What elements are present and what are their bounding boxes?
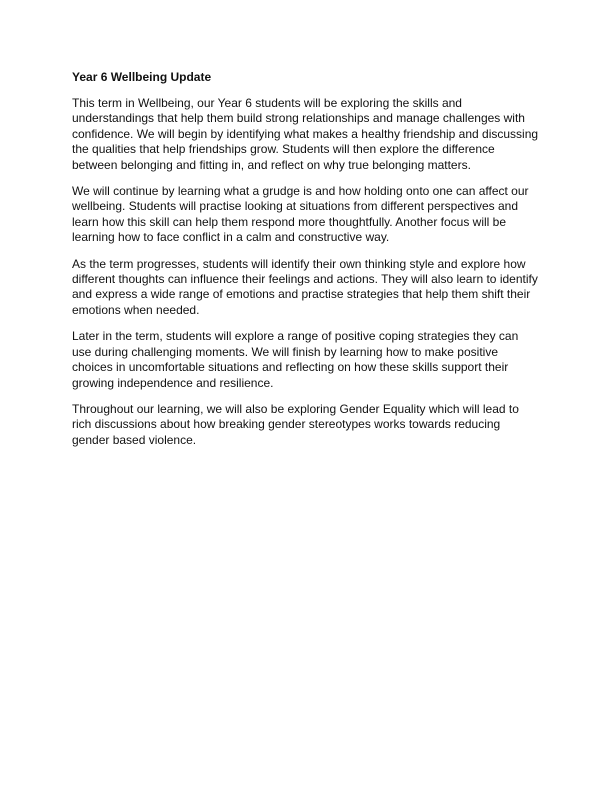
paragraph-line: the qualities that help friendships grow. Students will then explore the difference (72, 142, 495, 157)
paragraph-line: different thoughts can influence their feelings and actions. They will also learn to identify (72, 272, 538, 287)
paragraph-line: rich discussions about how breaking gender stereotypes works towards reducing (72, 417, 501, 432)
paragraph-line: As the term progresses, students will identify their own thinking style and explore how (72, 256, 526, 271)
paragraph-line: between belonging and fitting in, and reflect on why true belonging matters. (72, 157, 471, 172)
paragraph-1 (72, 96, 542, 173)
paragraph-2 (72, 184, 542, 246)
document-title: Year 6 Wellbeing Update (72, 70, 212, 84)
paragraph-line: choices in uncomfortable situations and reflecting on how these skills support their (72, 360, 509, 375)
document-page (72, 70, 542, 459)
paragraph-line: use during challenging moments. We will finish by learning how to make positive (72, 344, 498, 359)
paragraph-line: learning how to face conflict in a calm and constructive way. (72, 230, 390, 245)
paragraph-line: We will continue by learning what a grudge is and how holding onto one can affect our (72, 184, 529, 199)
paragraph-3 (72, 257, 542, 319)
paragraph-line: wellbeing. Students will practise looking at situations from different perspectives and (72, 199, 519, 214)
paragraph-4 (72, 329, 542, 391)
paragraph-line: emotions when needed. (72, 302, 200, 317)
paragraph-line: growing independence and resilience. (72, 375, 274, 390)
paragraph-line: understandings that help them build strong relationships and manage challenges with (72, 111, 525, 126)
paragraph-line: Throughout our learning, we will also be exploring Gender Equality which will lead to (72, 401, 519, 416)
paragraph-line: and express a wide range of emotions and practise strategies that help them shift their (72, 287, 531, 302)
paragraph-line: learn how this skill can help them respond more thoughtfully. Another focus will be (72, 214, 507, 229)
paragraph-line: confidence. We will begin by identifying what makes a healthy friendship and discussing (72, 126, 539, 141)
paragraph-line: Later in the term, students will explore a range of positive coping strategies they can (72, 329, 519, 344)
paragraph-line: This term in Wellbeing, our Year 6 students will be exploring the skills and (72, 96, 462, 110)
paragraph-line: gender based violence. (72, 432, 197, 447)
paragraph-5 (72, 402, 542, 448)
